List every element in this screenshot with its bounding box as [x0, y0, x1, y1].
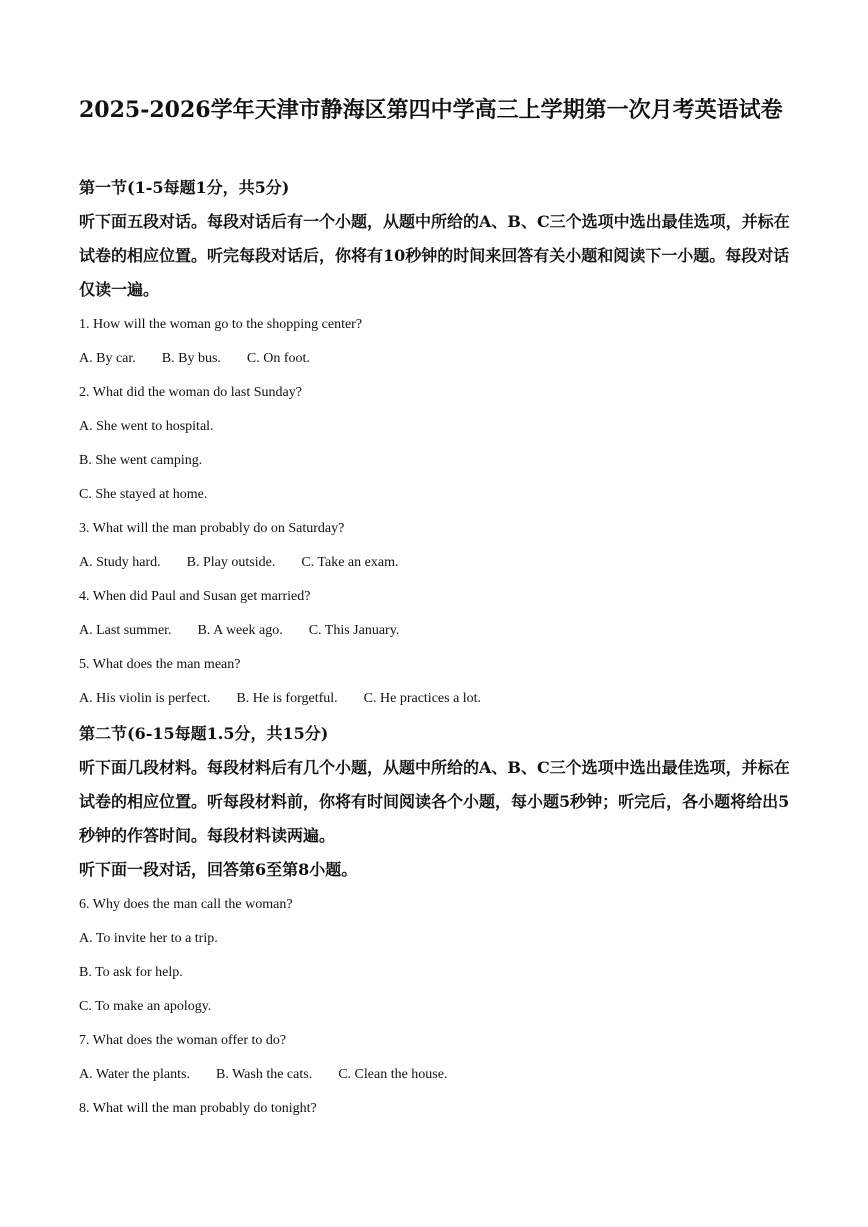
option-c: C. Clean the house.: [338, 1067, 448, 1082]
question-2: 2. What did the woman do last Sunday?: [79, 385, 302, 400]
question-5-options: [79, 689, 481, 709]
option-a: A. By car.: [79, 351, 136, 366]
option-a: A. His violin is perfect.: [79, 691, 211, 706]
question-3-options: [79, 553, 398, 573]
section2-heading: 第二节(6-15每题1.5分，共15分): [79, 724, 329, 743]
question-5: 5. What does the man mean?: [79, 657, 241, 672]
option-b: B. He is forgetful.: [236, 691, 338, 706]
option-c: C. On foot.: [246, 351, 310, 366]
option-b: B. A week ago.: [197, 623, 283, 638]
question-1: 1. How will the woman go to the shopping center?: [79, 317, 363, 332]
section1-heading: 第一节(1-5每题1分，共5分): [79, 178, 290, 197]
option-c: C. Take an exam.: [301, 555, 399, 570]
option-a: A. Water the plants.: [79, 1067, 190, 1082]
question-2-option-a: A. She went to hospital.: [79, 419, 214, 434]
page-title: 2025-2026学年天津市静海区第四中学高三上学期第一次月考英语试卷: [79, 97, 783, 123]
question-6: 6. Why does the man call the woman?: [79, 897, 293, 912]
question-6-option-b: B. To ask for help.: [79, 965, 183, 980]
question-4: 4. When did Paul and Susan get married?: [79, 589, 311, 604]
question-1-options: [79, 349, 310, 369]
question-4-options: [79, 621, 399, 641]
option-a: A. Study hard.: [79, 555, 161, 570]
question-3: 3. What will the man probably do on Saturday?: [79, 521, 345, 536]
question-6-option-a: A. To invite her to a trip.: [79, 931, 218, 946]
option-b: B. By bus.: [161, 351, 221, 366]
question-8: 8. What will the man probably do tonight?: [79, 1101, 317, 1116]
option-c: C. This January.: [308, 623, 400, 638]
question-7: 7. What does the woman offer to do?: [79, 1033, 287, 1048]
option-b: B. Play outside.: [186, 555, 276, 570]
option-a: A. Last summer.: [79, 623, 172, 638]
question-2-option-b: B. She went camping.: [79, 453, 203, 468]
question-6-option-c: C. To make an apology.: [79, 999, 212, 1014]
section2-instruction: 听下面几段材料。每段材料后有几个小题，从题中所给的A、B、C三个选项中选出最佳选项，并标在试卷的相应位置。听每段材料前，你将有时间阅读各个小题，每小题5秒钟；听完后，各小题将给出5秒钟的作答时间。每段材料读两遍。: [79, 758, 790, 845]
option-c: C. He practices a lot.: [363, 691, 482, 706]
section1-instruction: 听下面五段对话。每段对话后有一个小题，从题中所给的A、B、C三个选项中选出最佳选项，并标在试卷的相应位置。听完每段对话后，你将有10秒钟的时间来回答有关小题和阅读下一小题。每段对话仅读一遍。: [79, 212, 790, 299]
section2-sub-instruction: 听下面一段对话，回答第6至第8小题。: [79, 860, 358, 879]
question-7-options: [79, 1065, 447, 1085]
question-2-option-c: C. She stayed at home.: [79, 487, 208, 502]
option-b: B. Wash the cats.: [215, 1067, 313, 1082]
